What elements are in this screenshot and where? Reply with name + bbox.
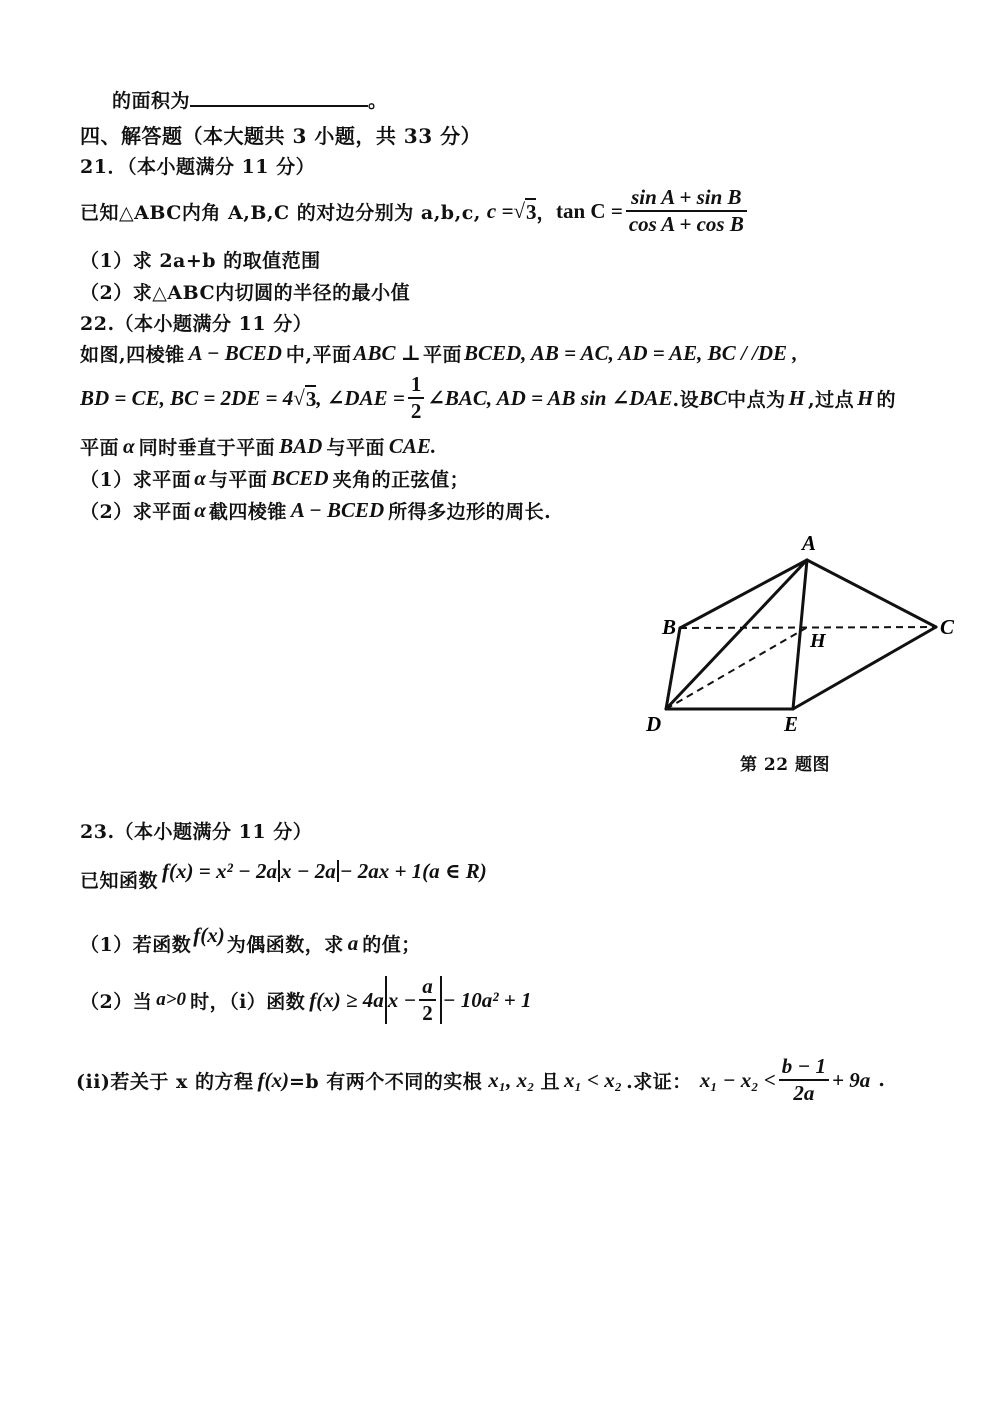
q22-l2-math-5: H — [788, 385, 805, 410]
edge-ab — [680, 560, 807, 628]
q23-ii-end: . — [878, 1069, 886, 1091]
q22-l2-math-6: H — [857, 385, 874, 410]
q23-ii-fraction — [779, 1054, 829, 1106]
q22-line2 — [80, 370, 992, 426]
q23-p2-math-4: − 10a² + 1 — [442, 987, 532, 1012]
q22-p2-math-2: A − BCED — [290, 497, 385, 522]
label-a: A — [802, 531, 817, 555]
q23-ii-frac-num: b − 1 — [781, 1054, 827, 1078]
q23-p1-math: f(x) — [193, 922, 225, 947]
q22-l2-math-1: BD = CE, BC = 2DE = 4 — [80, 385, 294, 410]
q22-l1-text-c: 平面 — [422, 343, 462, 366]
q23-p2-math-3: x − — [387, 987, 417, 1012]
q21-fraction — [626, 185, 747, 237]
q22-line3 — [80, 432, 436, 460]
q23-part2 — [80, 972, 532, 1028]
q21-tan-lhs: tan C = — [556, 198, 623, 223]
q21-part2: （2）求△ABC内切圆的半径的最小值 — [80, 282, 411, 304]
q21-intro: 已知△ABC内角 A,B,C 的对边分别为 a,b,c, — [80, 201, 481, 224]
q23-ii-frac-den: 2a — [779, 1079, 829, 1106]
q22-p1-math-2: BCED — [271, 465, 329, 490]
abs-bar-right-2 — [440, 976, 442, 1024]
q22-p1-math: α — [194, 465, 206, 490]
q22-p1-text-c: 夹角的正弦值； — [332, 468, 470, 491]
q22-part1 — [80, 464, 469, 492]
q22-p2-text-c: 所得多边形的周长. — [388, 500, 552, 523]
q22-l2-text-e: ,过点 — [807, 388, 855, 411]
q23-ii-text-a: (ii)若关于 x 的方程 — [76, 1070, 254, 1093]
q23-p2-frac-den: 2 — [419, 999, 436, 1026]
q22-line1 — [80, 338, 798, 368]
q22-l2-sqrt: 3 — [305, 386, 317, 411]
q23-ii-math-5: + 9a — [832, 1067, 871, 1092]
q23-ii-text-c: 且 — [540, 1070, 560, 1093]
q23-func-c: − 2ax + 1(a ∈ R) — [339, 859, 487, 883]
q22-l3-math-2: BAD — [279, 433, 323, 458]
q22-l1-text-b: 中,平面 — [285, 343, 352, 366]
q22-l2-text-f: 的 — [876, 388, 896, 411]
edge-ad — [666, 560, 807, 709]
q21-part1: （1）求 2a+b 的取值范围 — [80, 250, 321, 272]
q21-c-lhs: c = — [486, 198, 514, 223]
q23-p2-math: a>0 — [156, 989, 187, 1010]
q21-frac-num: sin A + sin B — [631, 185, 742, 209]
q23-p2-math-2: f(x) ≥ 4a — [309, 987, 384, 1012]
q21-statement — [80, 180, 750, 242]
q22-half-fraction — [408, 372, 425, 424]
q22-part2 — [80, 496, 551, 524]
q21-sqrt3: 3 — [525, 199, 537, 224]
sqrt-sign: √ — [513, 198, 525, 223]
carryover-end: 。 — [368, 90, 388, 112]
q22-l3-text-c: 与平面 — [326, 436, 385, 459]
q23-ii-math-3: x₁ < x₂ — [563, 1067, 623, 1092]
q23-p1-text-b: 为偶函数，求 — [226, 933, 344, 956]
q21-sep: ， — [536, 201, 556, 224]
q23-intro: 已知函数 — [80, 869, 159, 892]
q23-p2-text-b: 时，（i）函数 — [190, 990, 306, 1013]
q22-l3-math-1: α — [123, 433, 135, 458]
q22-l3-text-a: 平面 — [80, 436, 120, 459]
q23-p2-frac-num: a — [422, 974, 433, 998]
section-title: 四、解答题（本大题共 3 小题，共 33 分） — [80, 124, 482, 148]
q22-l2-text-c: .设 — [672, 388, 700, 411]
q23-header: 23.（本小题满分 11 分） — [80, 821, 313, 843]
abs-bar-right — [337, 860, 339, 882]
q23-func-b: x − 2a — [280, 858, 336, 883]
q22-half-den: 2 — [408, 397, 425, 424]
q23-statement — [80, 854, 487, 892]
q22-p2-text-a: （2）求平面 — [80, 500, 192, 523]
q22-l1-text-a: 如图,四棱锥 — [80, 343, 185, 366]
q23-func-a: f(x) = x² − 2a — [162, 858, 277, 883]
q21-frac-den: cos A + cos B — [626, 210, 747, 237]
abs-bar-left-2 — [385, 976, 387, 1024]
q23-ii-math-4: x₁ − x₂ < — [699, 1067, 776, 1092]
q22-l3-math-3: CAE. — [388, 433, 437, 458]
q23-p1-math-2: a — [347, 930, 359, 955]
q23-ii-text-b: =b 有两个不同的实根 — [288, 1070, 483, 1093]
q23-ii-math-2: x₁, x₂ — [488, 1067, 535, 1092]
q22-p1-text-a: （1）求平面 — [80, 468, 192, 491]
q23-p1-text-c: 的值； — [362, 933, 421, 956]
q22-l3-text-b: 同时垂直于平面 — [138, 436, 276, 459]
label-b: B — [662, 615, 677, 639]
q22-pyramid-figure — [640, 526, 970, 776]
q22-l1-math-1: A − BCED — [188, 340, 282, 365]
q22-l2-math-2: , ∠DAE = — [316, 386, 405, 410]
abs-bar-left — [278, 860, 280, 882]
q23-part-ii — [76, 1052, 885, 1108]
q23-ii-math-1: f(x) — [257, 1067, 289, 1092]
edge-bc-hidden — [680, 627, 936, 628]
q22-l1-math-3: BCED, AB = AC, AD = AE, BC / /DE , — [463, 340, 798, 365]
q23-p2-fraction — [419, 974, 436, 1026]
q21-header: 21．（本小题满分 11 分） — [80, 156, 316, 178]
label-c: C — [940, 615, 955, 639]
q22-l2-math-3: ∠BAC, AD = AB sin ∠DAE — [427, 386, 673, 410]
answer-blank — [190, 87, 368, 107]
sqrt-sign-2: √ — [293, 385, 305, 410]
q22-half-num: 1 — [410, 372, 422, 396]
q22-p2-text-b: 截四棱锥 — [208, 500, 287, 523]
q22-l2-math-4: BC — [699, 385, 728, 410]
q23-part1 — [80, 922, 421, 960]
label-d: D — [646, 712, 662, 736]
q23-p2-text-a: （2）当 — [80, 990, 153, 1013]
label-e: E — [784, 712, 799, 736]
q22-p1-text-b: 与平面 — [208, 468, 268, 491]
label-h: H — [810, 630, 826, 652]
carryover-text: 的面积为 — [112, 90, 191, 112]
q23-p1-text-a: （1）若函数 — [80, 933, 192, 956]
q22-l2-text-d: 中点为 — [727, 388, 786, 411]
q23-ii-text-d: .求证： — [626, 1070, 692, 1093]
q22-p2-math: α — [194, 497, 206, 522]
edge-ac — [807, 560, 936, 627]
q22-header: 22.（本小题满分 11 分） — [80, 313, 313, 335]
carryover-line — [112, 86, 388, 113]
figure-caption: 第 22 题图 — [740, 755, 830, 775]
q22-l1-math-2: ABC ⊥ — [353, 341, 421, 365]
segment-dh-hidden — [666, 628, 806, 709]
